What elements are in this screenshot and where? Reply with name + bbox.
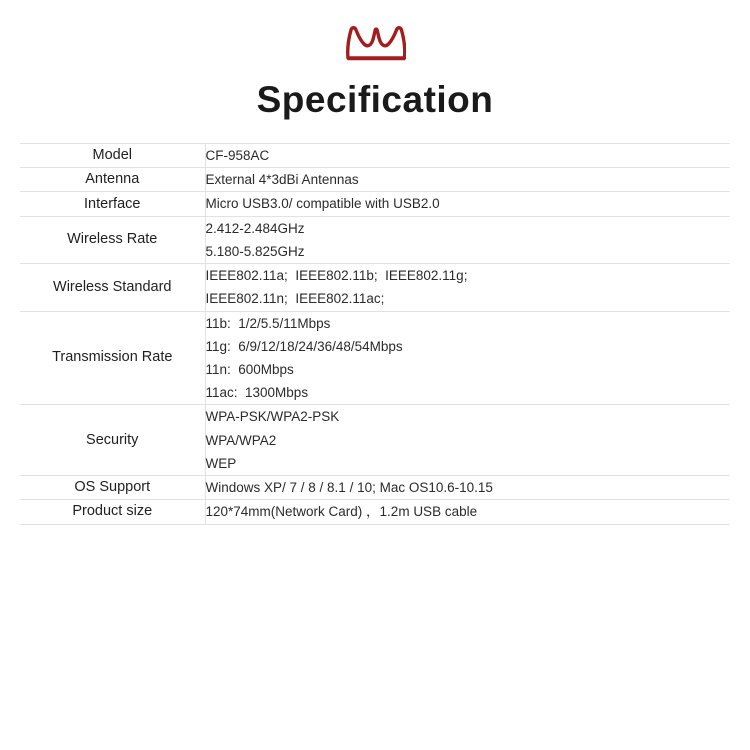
spec-label: Interface bbox=[20, 192, 205, 216]
crown-icon bbox=[344, 26, 406, 62]
spec-value-line: CF-958AC bbox=[205, 148, 270, 163]
spec-value-line: 11b: 1/2/5.5/11Mbps bbox=[205, 315, 331, 331]
table-row bbox=[20, 500, 730, 524]
spec-value bbox=[205, 476, 730, 500]
spec-value-line: 11n: 600Mbps bbox=[205, 361, 294, 377]
table-row bbox=[20, 264, 730, 311]
table-row bbox=[20, 168, 730, 192]
spec-value bbox=[205, 500, 730, 524]
spec-label: Wireless Standard bbox=[20, 264, 205, 311]
spec-label: Security bbox=[20, 405, 205, 476]
table-row bbox=[20, 311, 730, 405]
spec-value-line: Micro USB3.0/ compatible with USB2.0 bbox=[205, 196, 440, 212]
spec-value-line: IEEE802.11a; IEEE802.11b; IEEE802.11g; bbox=[205, 268, 468, 284]
spec-value-line: Windows XP/ 7 / 8 / 8.1 / 10; Mac OS10.6-10.15 bbox=[205, 480, 493, 496]
table-row bbox=[20, 192, 730, 216]
table-row bbox=[20, 476, 730, 500]
table-row bbox=[20, 405, 730, 476]
spec-value bbox=[205, 168, 730, 192]
spec-label: OS Support bbox=[20, 476, 205, 500]
spec-value bbox=[205, 264, 730, 311]
spec-value bbox=[205, 192, 730, 216]
logo-area bbox=[0, 0, 750, 67]
spec-label: Antenna bbox=[20, 168, 205, 192]
spec-value-line: 120*74mm(Network Card) ，1.2m USB cable bbox=[205, 504, 478, 520]
spec-value bbox=[205, 311, 730, 405]
spec-label: Model bbox=[20, 144, 205, 168]
table-row bbox=[20, 144, 730, 168]
spec-value-line: 11g: 6/9/12/18/24/36/48/54Mbps bbox=[205, 338, 403, 354]
spec-label: Wireless Rate bbox=[20, 216, 205, 263]
spec-value bbox=[205, 144, 730, 168]
page-title: Specification bbox=[256, 79, 494, 120]
spec-label: Product size bbox=[20, 500, 205, 524]
spec-value-line: WPA/WPA2 bbox=[205, 432, 277, 448]
spec-label: Transmission Rate bbox=[20, 311, 205, 405]
spec-value-line: 2.412-2.484GHz bbox=[205, 220, 305, 236]
specification-table bbox=[20, 143, 730, 525]
spec-value bbox=[205, 405, 730, 476]
spec-value-line: 5.180-5.825GHz bbox=[205, 243, 305, 259]
spec-value bbox=[205, 216, 730, 263]
spec-value-line: WPA-PSK/WPA2-PSK bbox=[205, 409, 340, 425]
spec-value-line: IEEE802.11n; IEEE802.11ac; bbox=[205, 291, 385, 307]
spec-value-line: 11ac: 1300Mbps bbox=[205, 385, 309, 401]
spec-value-line: WEP bbox=[205, 455, 237, 471]
table-row bbox=[20, 216, 730, 263]
spec-value-line: External 4*3dBi Antennas bbox=[205, 172, 359, 188]
